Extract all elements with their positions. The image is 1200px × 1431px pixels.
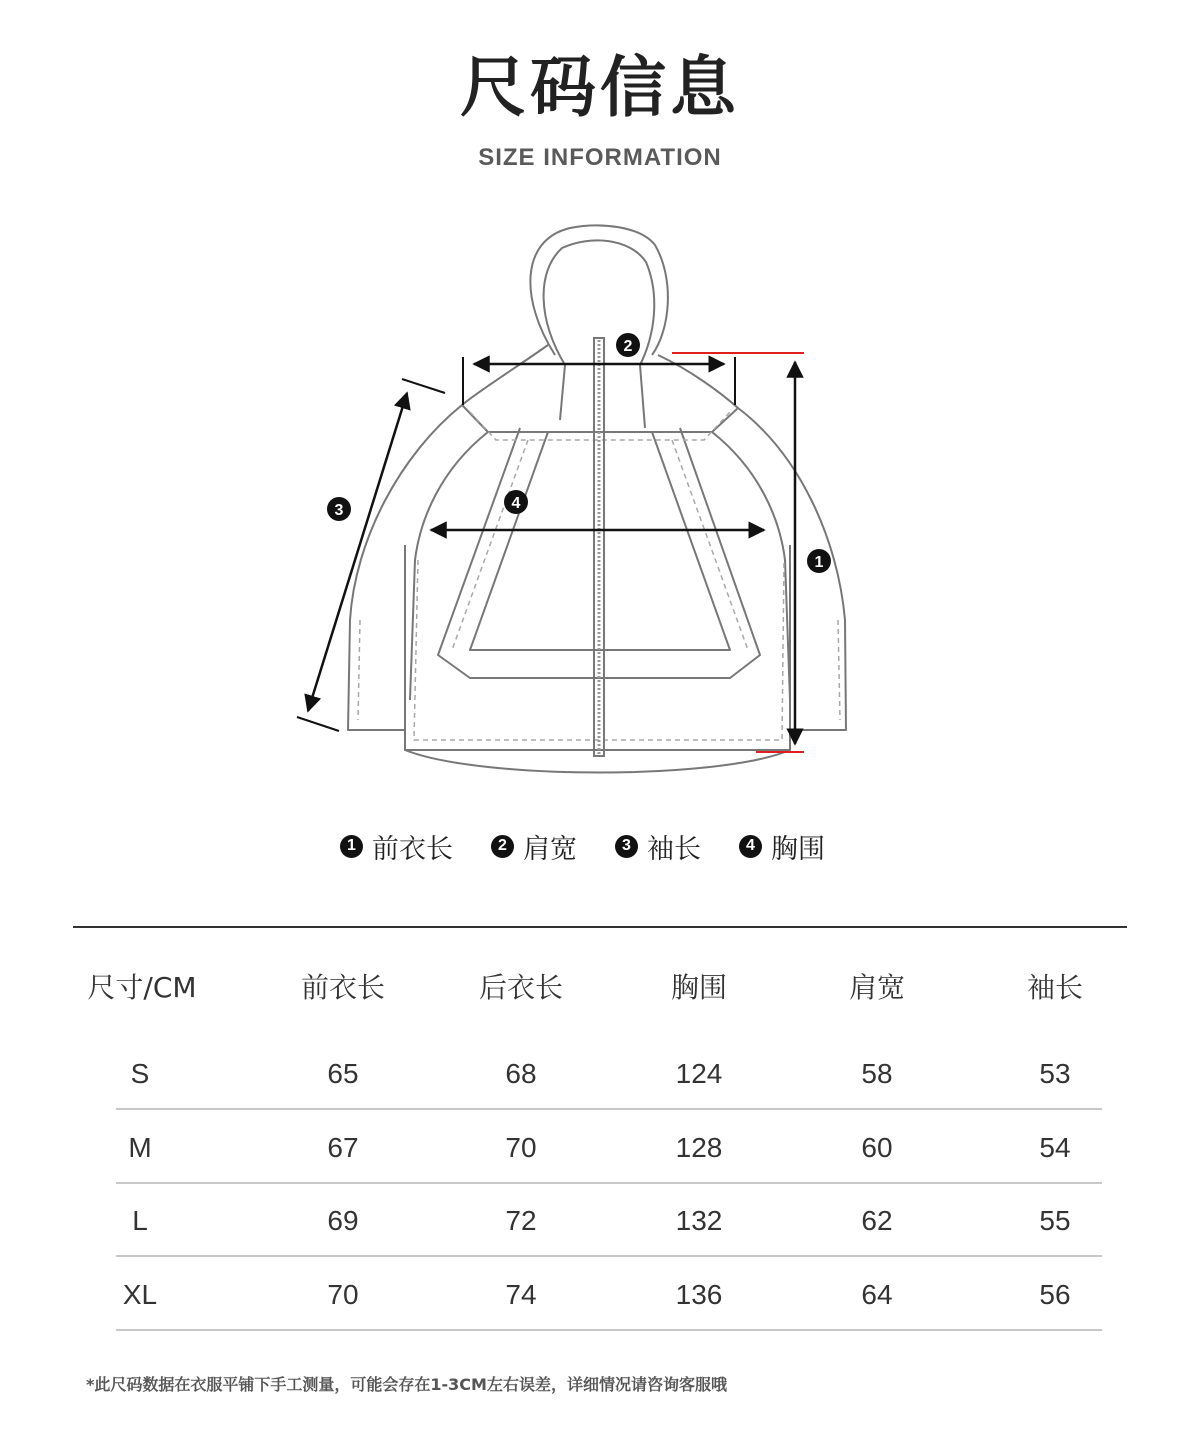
table-cell-size: S — [130, 1058, 150, 1089]
table-cell: 65 — [327, 1058, 359, 1089]
legend-label: 前衣长 — [372, 833, 453, 865]
table-header: 肩宽 — [848, 971, 905, 1004]
table-cell: 62 — [861, 1205, 893, 1236]
table-cell: 132 — [675, 1205, 723, 1236]
svg-text:2: 2 — [623, 338, 633, 355]
legend-label: 胸围 — [771, 833, 825, 865]
table-header: 后衣长 — [478, 971, 563, 1004]
table-cell-size: L — [132, 1205, 148, 1236]
table-header: 尺寸/CM — [87, 971, 197, 1004]
table-cell: 58 — [861, 1058, 893, 1089]
table-cell: 54 — [1039, 1132, 1071, 1163]
table-cell: 64 — [861, 1279, 893, 1310]
table-cell: 55 — [1039, 1205, 1071, 1236]
table-cell: 69 — [327, 1205, 359, 1236]
legend-label: 袖长 — [647, 833, 701, 865]
legend-number: 4 — [739, 835, 762, 858]
table-header: 胸围 — [670, 971, 727, 1004]
table-cell: 67 — [327, 1132, 359, 1163]
table-cell: 136 — [675, 1279, 723, 1310]
svg-text:4: 4 — [511, 495, 521, 512]
table-header: 前衣长 — [300, 971, 385, 1004]
svg-text:1: 1 — [814, 554, 824, 571]
table-header: 袖长 — [1026, 971, 1083, 1004]
table-cell: 124 — [675, 1058, 723, 1089]
legend-number: 2 — [491, 835, 514, 858]
table-cell: 74 — [505, 1279, 537, 1310]
measurement-disclaimer: *此尺码数据在衣服平铺下手工测量，可能会存在1-3CM左右误差，详细情况请咨询客服哦 — [86, 1375, 727, 1394]
table-cell: 60 — [861, 1132, 893, 1163]
table-cell: 68 — [505, 1058, 537, 1089]
table-cell: 72 — [505, 1205, 537, 1236]
table-cell: 70 — [327, 1279, 359, 1310]
page-title: 尺码信息 — [460, 49, 740, 126]
legend-number: 1 — [340, 835, 363, 858]
legend-label: 肩宽 — [523, 833, 577, 865]
svg-text:3: 3 — [334, 502, 344, 519]
table-cell: 128 — [675, 1132, 723, 1163]
table-cell-size: M — [128, 1132, 152, 1163]
table-cell: 70 — [505, 1132, 537, 1163]
row-divider — [116, 1182, 1102, 1184]
row-divider — [116, 1108, 1102, 1110]
table-cell: 56 — [1039, 1279, 1071, 1310]
row-divider — [116, 1329, 1102, 1331]
table-cell: 53 — [1039, 1058, 1071, 1089]
table-cell-size: XL — [122, 1279, 158, 1310]
row-divider — [116, 1255, 1102, 1257]
page-subtitle: SIZE INFORMATION — [478, 144, 722, 171]
legend-number: 3 — [615, 835, 638, 858]
